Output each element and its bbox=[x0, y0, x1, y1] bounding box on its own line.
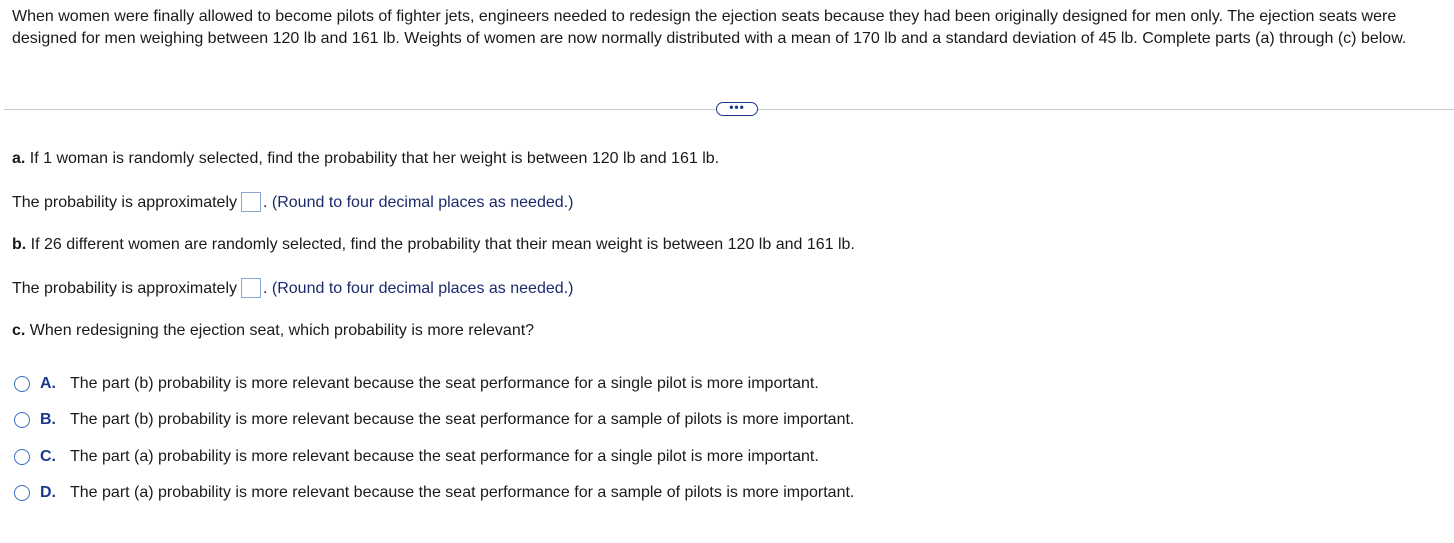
option-c-letter: C. bbox=[40, 448, 56, 465]
part-a-answer-suffix: . bbox=[263, 194, 268, 211]
option-d[interactable] bbox=[14, 482, 854, 504]
part-b-answer-suffix: . bbox=[263, 280, 268, 297]
option-b-letter: B. bbox=[40, 411, 56, 428]
radio-button-a[interactable] bbox=[14, 376, 30, 392]
part-a-label: a. bbox=[12, 150, 26, 167]
part-a-question-text: If 1 woman is randomly selected, find the probability that her weight is between 120 lb and 161 lb. bbox=[25, 150, 720, 167]
option-a-text: The part (b) probability is more relevant because the seat performance for a single pilot is more important. bbox=[70, 375, 819, 392]
ellipsis-icon: ••• bbox=[729, 100, 745, 114]
part-b-answer-row bbox=[12, 278, 573, 299]
more-options-button[interactable] bbox=[716, 102, 758, 116]
part-b-answer-input[interactable] bbox=[241, 278, 261, 298]
part-a-question bbox=[12, 149, 719, 169]
part-a-hint: (Round to four decimal places as needed.) bbox=[267, 194, 574, 211]
part-b-hint: (Round to four decimal places as needed.) bbox=[267, 280, 574, 297]
part-b-answer-prefix: The probability is approximately bbox=[12, 280, 237, 297]
option-b[interactable] bbox=[14, 409, 854, 431]
radio-button-b[interactable] bbox=[14, 412, 30, 428]
option-a-letter: A. bbox=[40, 375, 56, 392]
option-b-text: The part (b) probability is more relevant because the seat performance for a sample of pilots is more important. bbox=[70, 411, 855, 428]
section-divider bbox=[4, 100, 1454, 120]
problem-statement: When women were finally allowed to become pilots of fighter jets, engineers needed to redesign the ejection seats because they had been originally designed for men only. The ejection seats were designed for men weighing between 120 lb and 161 lb. Weights of women are now normally distributed with a mean of 170 lb and a standard deviation of 45 lb. Complete parts (a) through (c) below. bbox=[12, 8, 1407, 47]
part-b-question bbox=[12, 235, 855, 255]
part-a-answer-prefix: The probability is approximately bbox=[12, 194, 237, 211]
radio-button-c[interactable] bbox=[14, 449, 30, 465]
part-c-question-text: When redesigning the ejection seat, which probability is more relevant? bbox=[25, 322, 535, 339]
part-a-answer-input[interactable] bbox=[241, 192, 261, 212]
option-c[interactable] bbox=[14, 446, 819, 468]
radio-button-d[interactable] bbox=[14, 485, 30, 501]
option-d-letter: D. bbox=[40, 484, 56, 501]
part-c-question bbox=[12, 321, 534, 341]
part-b-label: b. bbox=[12, 236, 27, 253]
option-c-text: The part (a) probability is more relevant because the seat performance for a single pilot is more important. bbox=[70, 448, 819, 465]
part-c-label: c. bbox=[12, 322, 26, 339]
part-a-answer-row bbox=[12, 192, 573, 213]
part-b-question-text: If 26 different women are randomly selected, find the probability that their mean weight is between 120 lb and 161 lb. bbox=[26, 236, 855, 253]
option-a[interactable] bbox=[14, 373, 819, 395]
option-d-text: The part (a) probability is more relevant because the seat performance for a sample of pilots is more important. bbox=[70, 484, 855, 501]
